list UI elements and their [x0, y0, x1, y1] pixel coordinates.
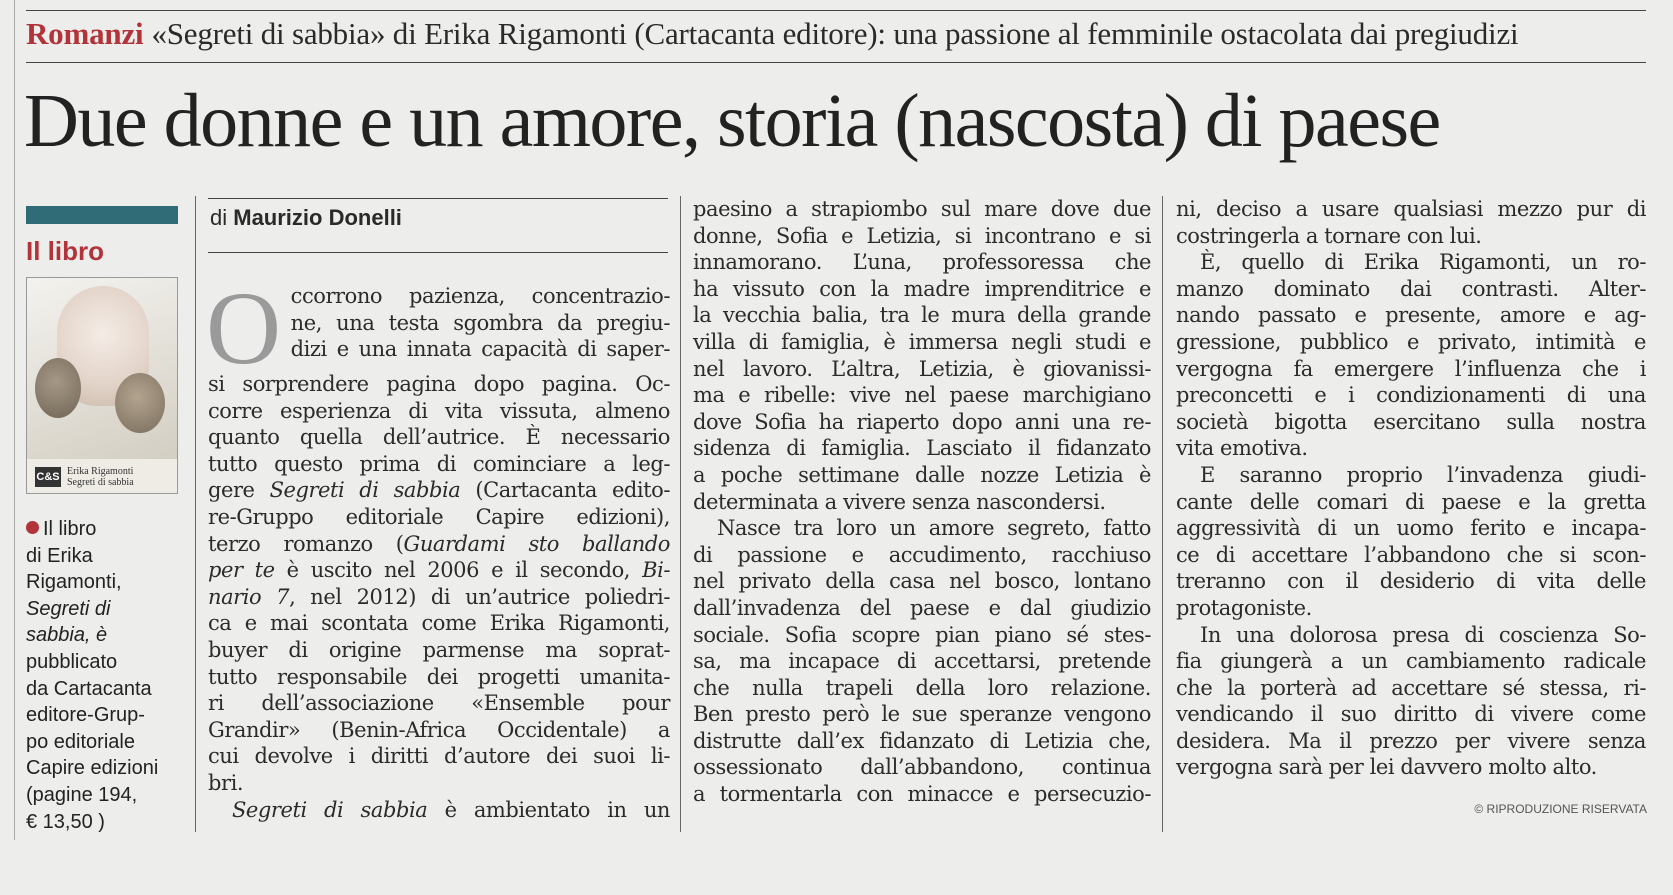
caption-line: (pagine 194, [26, 783, 138, 806]
book-cover-image [26, 277, 178, 494]
article-line: la vecchia balia, tra le mura della grande [693, 303, 1151, 328]
caption-line: da Cartacanta [26, 677, 152, 700]
article-line: In una dolorosa presa di coscienza So- [1200, 622, 1646, 647]
article-line: Ben presto però le sue speranze vengono [693, 702, 1151, 727]
article-line: ma e ribelle: vive nel paese marchigiano [693, 383, 1151, 408]
article-line: quanto quella dell’autrice. È necessario [208, 425, 670, 450]
article-line: distrutte dall’ex fidanzato di Letizia che, [693, 728, 1151, 753]
article-line: ni, deciso a usare qualsiasi mezzo pur di [1176, 197, 1646, 221]
article-line: nando passato e presente, amore e ag- [1176, 303, 1646, 328]
article-line: sociale. Sofia scopre pian piano sé stes- [693, 622, 1151, 647]
article-line: terzo romanzo (Guardami sto ballando [208, 531, 670, 556]
article-line: ha vissuto con la madre imprenditrice e [693, 276, 1151, 301]
article-line: a poche settimane dalle nozze Letizia è [693, 462, 1151, 487]
article-line: protagoniste. [1176, 595, 1312, 620]
article-line: sidenza di famiglia. Lasciato il fidanzato [693, 436, 1151, 461]
article-line: treranno con il desiderio di vita delle [1176, 569, 1646, 594]
article-line: tutto questo prima di cominciare a leg- [208, 451, 670, 476]
article-line: È, quello di Erika Rigamonti, un ro- [1200, 250, 1646, 275]
cover-title: Segreti di sabbia [67, 477, 134, 488]
article-line: determinata a vivere senza nascondersi. [693, 489, 1106, 514]
caption-line: Rigamonti, [26, 571, 122, 594]
article-line: ccorrono pazienza, concentrazio- [290, 284, 670, 308]
cover-author: Erika Rigamonti [67, 466, 134, 477]
article-line: ossessionato dall’abbandono, continua [693, 755, 1151, 780]
article-line: che nulla trapeli della loro relazione. [693, 675, 1151, 700]
caption-line: po editoriale [26, 730, 135, 753]
article-line: paesino a strapiombo sul mare dove due [693, 197, 1151, 221]
kicker-rule [26, 62, 1646, 63]
article-line: dizi e una innata capacità di saper- [290, 337, 670, 362]
article-line: re-Gruppo editoriale Capire edizioni), [208, 504, 670, 529]
caption-line: di Erika [26, 544, 93, 567]
byline-rule-top [208, 198, 668, 199]
article-line: si sorprendere pagina dopo pagina. Oc- [208, 372, 670, 396]
article-line: bri. [208, 770, 244, 795]
bullet-dot-icon [26, 521, 39, 534]
article-line: cui devolve i diritti d’autore dei suoi li- [208, 744, 670, 769]
book-sidebar [26, 206, 178, 835]
column-divider-1 [195, 196, 196, 832]
publisher-logo: C&S [35, 467, 61, 487]
drop-cap: O [206, 271, 281, 386]
article-line: per te è uscito nel 2006 e il secondo, Bi- [208, 558, 670, 583]
article-line: gere Segreti di sabbia (Cartacanta edito- [208, 478, 671, 503]
article-line: società bigotta esercitano sulla nostra [1176, 409, 1646, 434]
article-line: nel privato della casa nel bosco, lontano [693, 569, 1151, 594]
headline: Due donne e un amore, storia (nascosta) di paese [24, 79, 1440, 163]
article-line: vendicando il suo diritto di vivere come [1176, 702, 1646, 727]
column-divider-2 [680, 196, 681, 832]
article-line: corre esperienza di vita vissuta, almeno [208, 398, 670, 423]
article-line: a tormentarla con minacce e persecuzio- [693, 782, 1151, 807]
article-line: Segreti di sabbia è ambientato in un [232, 797, 670, 822]
left-page-border [14, 0, 15, 840]
column-divider-3 [1162, 196, 1163, 832]
cover-hen-illustration [35, 358, 81, 418]
article-line: dove Sofia ha riaperto dopo anni una re- [693, 409, 1151, 434]
article-column-1 [206, 271, 671, 823]
article-line: preconcetti e i condizionamenti di una [1176, 383, 1646, 408]
article-line: sa, ma incapace di accettarsi, pretende [693, 649, 1151, 674]
caption-line: Il libro [26, 516, 178, 543]
article-line: costringerla a tornare con lui. [1176, 223, 1482, 248]
article-line: innamorano. L’una, professoressa che [693, 250, 1151, 275]
kicker-text: «Segreti di sabbia» di Erika Rigamonti (Cartacanta editore): una passione al femminile ostacolata dai pregiudizi [151, 16, 1519, 51]
cover-hen-illustration [115, 373, 165, 433]
article-line: che la porterà ad accettare sé stessa, ri- [1176, 675, 1646, 700]
article-line: villa di famiglia, è immersa negli studi e [693, 329, 1151, 354]
article-line: desidera. Ma il prezzo per vivere senza [1176, 728, 1646, 753]
article-line: vergogna fa emergere l’influenza che i [1176, 356, 1646, 381]
article-line: ne, una testa sgombra da pregiu- [290, 310, 670, 335]
copyright-notice: © RIPRODUZIONE RISERVATA [1474, 802, 1647, 816]
article-line: dall’invadenza del paese e dal giudizio [693, 595, 1151, 620]
article-line: gressione, pubblico e privato, intimità e [1176, 329, 1646, 354]
article-line: vita emotiva. [1176, 436, 1308, 461]
article-line: Nasce tra loro un amore segreto, fatto [717, 516, 1151, 541]
sidebar-label: Il libro [26, 236, 104, 266]
cover-text [67, 466, 134, 488]
article-line: aggressività di un uomo ferito e incapa- [1176, 516, 1646, 541]
article-line: ca e mai scontata come Erika Rigamonti, [208, 611, 670, 636]
sidebar-color-bar [26, 206, 178, 224]
article-line: nario 7, nel 2012) di un’autrice poliedri- [208, 584, 670, 609]
article-line: cante delle comari di paese e la gretta [1176, 489, 1646, 514]
section-label: Romanzi [26, 16, 144, 51]
article-line: E saranno proprio l’invadenza giudi- [1200, 462, 1646, 487]
caption-line: editore-Grup- [26, 704, 145, 727]
caption-line: € 13,50 ) [26, 810, 105, 833]
caption-line: Segreti di [26, 597, 111, 620]
article-line: vergogna sarà per lei davvero molto alto. [1176, 755, 1597, 780]
article-line: di passione e accudimento, racchiuso [693, 542, 1151, 567]
column-1-body [208, 371, 670, 823]
article-line: Grandir» (Benin-Africa Occidentale) a [208, 717, 670, 742]
author-name: Maurizio Donelli [233, 205, 402, 230]
article-line: tutto responsabile dei progetti umanita- [208, 664, 670, 689]
article-line: ce di accettare l’abbandono che si scon- [1176, 542, 1646, 567]
top-rule [26, 10, 1646, 11]
article-column-3 [1176, 196, 1646, 781]
caption-line: sabbia, è [26, 624, 108, 647]
article-line: donne, Sofia e Letizia, si incontrano e si [693, 223, 1151, 248]
article-line: nel lavoro. L’altra, Letizia, è giovanissi- [693, 356, 1151, 381]
book-caption [26, 516, 178, 835]
caption-line: Capire edizioni [26, 757, 159, 780]
caption-line: pubblicato [26, 650, 118, 673]
byline: di Maurizio Donelli [210, 205, 402, 230]
article-line: manzo dominato dai contrasti. Alter- [1176, 276, 1646, 301]
article-column-2 [693, 196, 1151, 808]
article-line: buyer di origine parmense ma soprat- [208, 637, 670, 662]
kicker-line [26, 16, 1646, 52]
article-line: ri dell’associazione «Ensemble pour [208, 691, 670, 716]
byline-rule-bottom [208, 252, 668, 253]
article-line: fia giungerà a un cambiamento radicale [1176, 649, 1646, 674]
